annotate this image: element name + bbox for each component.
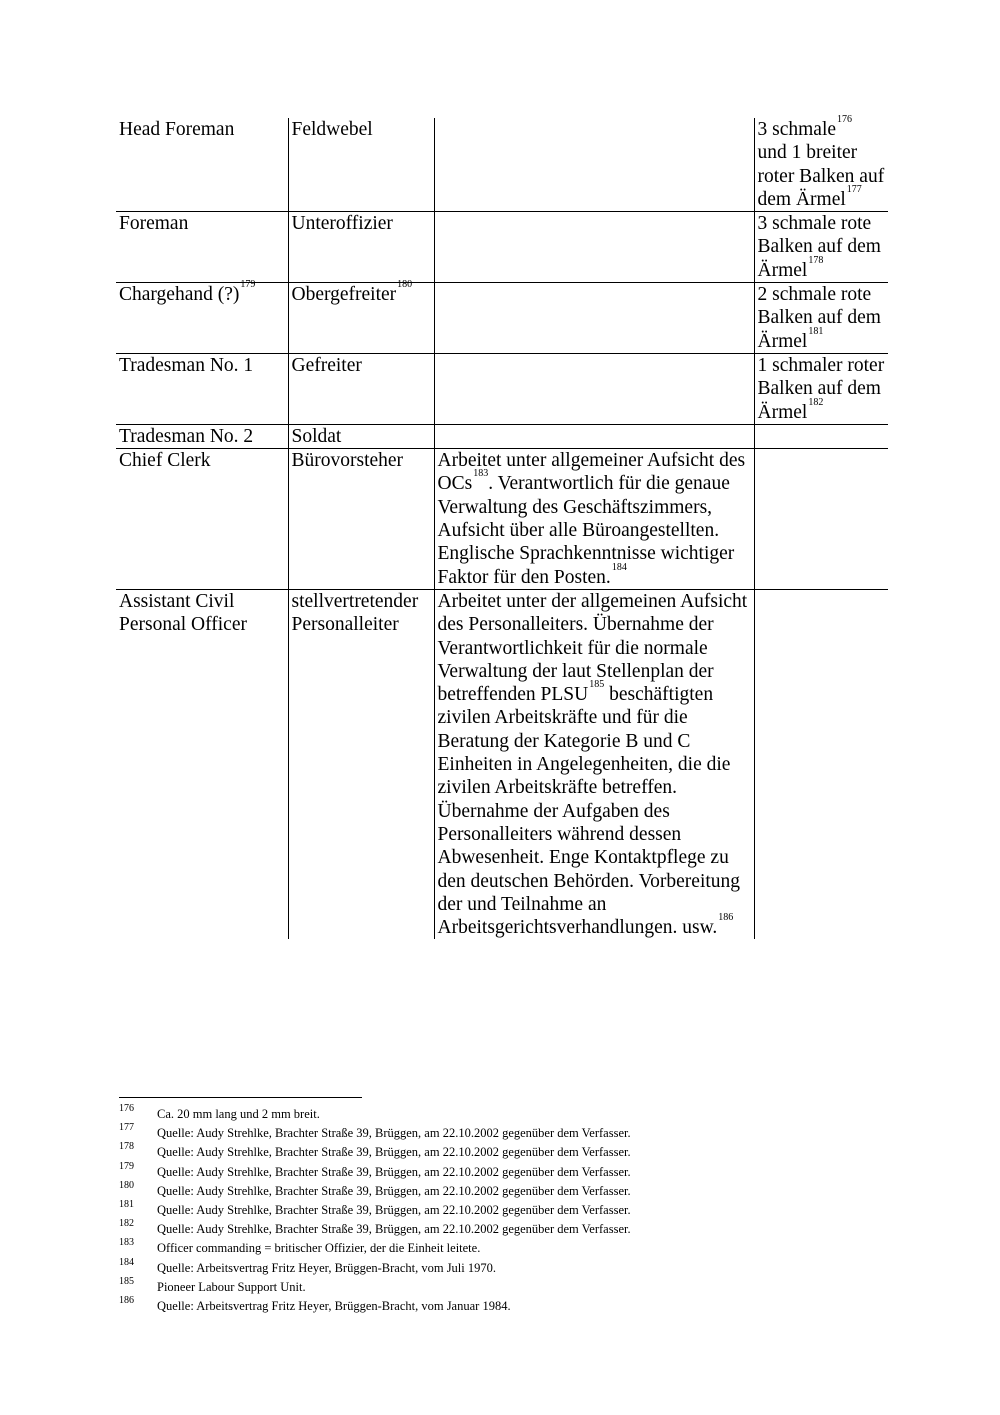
table-row bbox=[116, 118, 888, 212]
table-row bbox=[116, 212, 888, 283]
footnote-text: Quelle: Audy Strehlke, Brachter Straße 39, Brüggen, am 22.10.2002 gegenüber dem Verfasser. bbox=[157, 1183, 631, 1198]
footnote-ref[interactable]: 177 bbox=[846, 183, 862, 195]
insignia-text: 2 schmale rote Balken auf dem Ärmel bbox=[757, 284, 881, 352]
footnote-number: 185 bbox=[119, 1275, 134, 1287]
insignia-cell bbox=[754, 212, 888, 283]
table-row bbox=[116, 449, 888, 590]
description-text-cont: . Verantwortlich für die genaue Verwaltung des Geschäftszimmers, Aufsicht über alle Büroangestellten. Englische Sprachkenntnisse wichtiger Faktor für den Posten. bbox=[437, 473, 735, 588]
insignia-cell bbox=[754, 449, 888, 590]
footnote-ref[interactable]: 185 bbox=[589, 679, 605, 691]
english-rank-cell bbox=[116, 118, 288, 212]
footnotes bbox=[119, 1105, 879, 1316]
german-rank-cell bbox=[288, 424, 434, 448]
english-rank-cell bbox=[116, 279, 288, 354]
english-rank: Head Foreman bbox=[119, 119, 235, 140]
footnote-ref[interactable]: 178 bbox=[808, 254, 824, 266]
footnote bbox=[119, 1160, 879, 1182]
rank-comparison-table bbox=[116, 114, 888, 939]
english-rank-cell bbox=[116, 589, 288, 939]
german-rank: stellvertretender Personalleiter bbox=[291, 590, 419, 636]
footnote bbox=[119, 1124, 879, 1143]
footnote bbox=[119, 1179, 879, 1201]
english-rank-cell bbox=[116, 424, 288, 448]
insignia-text-cont: und 1 breiter roter Balken auf dem Ärmel bbox=[757, 142, 885, 210]
english-rank: Chief Clerk bbox=[119, 450, 211, 472]
description-text: Arbeitet unter der allgemeinen Aufsicht des Personalleiters. Übernahme der Verantwortlichkeit für die normale Verwaltung der laut Stellenplan der betreffenden PLSU bbox=[437, 590, 748, 706]
description-cell bbox=[434, 118, 754, 212]
table-row bbox=[116, 283, 888, 354]
english-rank: Chargehand (?) bbox=[119, 284, 240, 306]
english-rank-cell bbox=[116, 449, 288, 590]
footnote-ref[interactable]: 183 bbox=[473, 468, 489, 480]
german-rank-cell bbox=[288, 449, 434, 590]
footnote-number: 179 bbox=[119, 1160, 134, 1172]
description-text-cont: beschäftigten zivilen Arbeitskräfte und für die Beratung der Kategorie B und C Einheiten in Angelegenheiten, die die zivilen Arbeitskräfte betreffen. Übernahme der Aufgaben des Personalleiters während dessen Abwesenheit. Enge Kontaktpflege zu den deutschen Behörden. Vorbereitung der und Teilnahme an Arbeitsgerichtsverhandlungen. usw. bbox=[437, 684, 741, 939]
description-cell bbox=[434, 424, 754, 448]
footnote bbox=[119, 1220, 879, 1239]
english-rank: Foreman bbox=[119, 213, 189, 235]
description-cell bbox=[434, 212, 754, 283]
footnote-text: Quelle: Audy Strehlke, Brachter Straße 39, Brüggen, am 22.10.2002 gegenüber dem Verfasser. bbox=[157, 1222, 631, 1237]
table-row bbox=[116, 424, 888, 448]
footnote-number: 176 bbox=[119, 1103, 134, 1114]
table-row bbox=[116, 589, 888, 939]
german-rank: Bürovorsteher bbox=[291, 450, 404, 472]
footnote bbox=[119, 1294, 879, 1316]
footnote-number: 186 bbox=[119, 1294, 134, 1306]
footnote-number: 184 bbox=[119, 1256, 134, 1268]
footnote-text: Quelle: Audy Strehlke, Brachter Straße 39, Brüggen, am 22.10.2002 gegenüber dem Verfasser. bbox=[157, 1145, 631, 1160]
english-rank: Assistant Civil Personal Officer bbox=[119, 590, 247, 636]
german-rank-cell bbox=[288, 279, 434, 354]
insignia-cell bbox=[754, 283, 888, 354]
footnote-ref[interactable]: 181 bbox=[808, 325, 824, 337]
footnote bbox=[119, 1256, 879, 1278]
insignia-text: 3 schmale bbox=[757, 119, 837, 140]
footnote-ref[interactable]: 176 bbox=[837, 114, 853, 125]
german-rank: Unteroffizier bbox=[291, 213, 393, 235]
english-rank: Tradesman No. 1 bbox=[119, 354, 254, 376]
footnote-ref[interactable]: 179 bbox=[240, 279, 256, 291]
english-rank-cell bbox=[116, 353, 288, 424]
footnote-number: 177 bbox=[119, 1122, 134, 1134]
insignia-text: 3 schmale rote Balken auf dem Ärmel bbox=[757, 213, 881, 281]
description-text: Arbeitet unter allgemeiner Aufsicht des OCs bbox=[437, 450, 746, 495]
english-rank: Tradesman No. 2 bbox=[119, 425, 254, 447]
footnote-text: Quelle: Audy Strehlke, Brachter Straße 39, Brüggen, am 22.10.2002 gegenüber dem Verfasser. bbox=[157, 1126, 631, 1141]
german-rank: Feldwebel bbox=[291, 119, 373, 140]
german-rank-cell bbox=[288, 212, 434, 283]
footnote-text: Quelle: Audy Strehlke, Brachter Straße 39, Brüggen, am 22.10.2002 gegenüber dem Verfasser. bbox=[157, 1202, 631, 1217]
footnote-ref[interactable]: 182 bbox=[808, 396, 824, 408]
footnote-text: Officer commanding = britischer Offizier, der die Einheit leitete. bbox=[157, 1241, 481, 1256]
footnote-text: Quelle: Arbeitsvertrag Fritz Heyer, Brüggen-Bracht, vom Januar 1984. bbox=[157, 1298, 511, 1313]
footnote-number: 180 bbox=[119, 1179, 134, 1191]
insignia-text: 1 schmaler roter Balken auf dem Ärmel bbox=[757, 354, 885, 423]
footnote bbox=[119, 1198, 879, 1220]
table-row bbox=[116, 353, 888, 424]
footnote bbox=[119, 1239, 879, 1258]
footnote-text: Quelle: Audy Strehlke, Brachter Straße 39, Brüggen, am 22.10.2002 gegenüber dem Verfasser. bbox=[157, 1164, 631, 1179]
footnote-ref[interactable]: 186 bbox=[718, 912, 734, 924]
footnote bbox=[119, 1105, 879, 1124]
german-rank-cell bbox=[288, 118, 434, 212]
footnote-ref[interactable]: 184 bbox=[611, 561, 627, 573]
footnote bbox=[119, 1143, 879, 1162]
footnote-ref[interactable]: 180 bbox=[397, 279, 413, 291]
description-cell bbox=[434, 283, 754, 354]
insignia-cell bbox=[754, 424, 888, 448]
description-cell bbox=[434, 589, 754, 939]
footnote bbox=[119, 1275, 879, 1297]
footnote-number: 178 bbox=[119, 1141, 134, 1153]
footnote-number: 183 bbox=[119, 1237, 134, 1249]
footnote-text: Ca. 20 mm lang und 2 mm breit. bbox=[157, 1107, 320, 1121]
footnote-text: Pioneer Labour Support Unit. bbox=[157, 1279, 306, 1294]
german-rank: Soldat bbox=[291, 425, 342, 447]
insignia-cell bbox=[754, 353, 888, 424]
insignia-cell bbox=[754, 114, 888, 212]
description-cell bbox=[434, 449, 754, 590]
german-rank: Obergefreiter bbox=[291, 284, 397, 306]
german-rank-cell bbox=[288, 353, 434, 424]
german-rank: Gefreiter bbox=[291, 354, 362, 376]
german-rank-cell bbox=[288, 589, 434, 939]
footnote-number: 182 bbox=[119, 1218, 134, 1230]
english-rank-cell bbox=[116, 212, 288, 283]
footnote-text: Quelle: Arbeitsvertrag Fritz Heyer, Brüggen-Bracht, vom Juli 1970. bbox=[157, 1260, 497, 1275]
insignia-cell bbox=[754, 589, 888, 939]
description-cell bbox=[434, 353, 754, 424]
footnote-number: 181 bbox=[119, 1198, 134, 1210]
footnote-separator bbox=[119, 1097, 362, 1098]
